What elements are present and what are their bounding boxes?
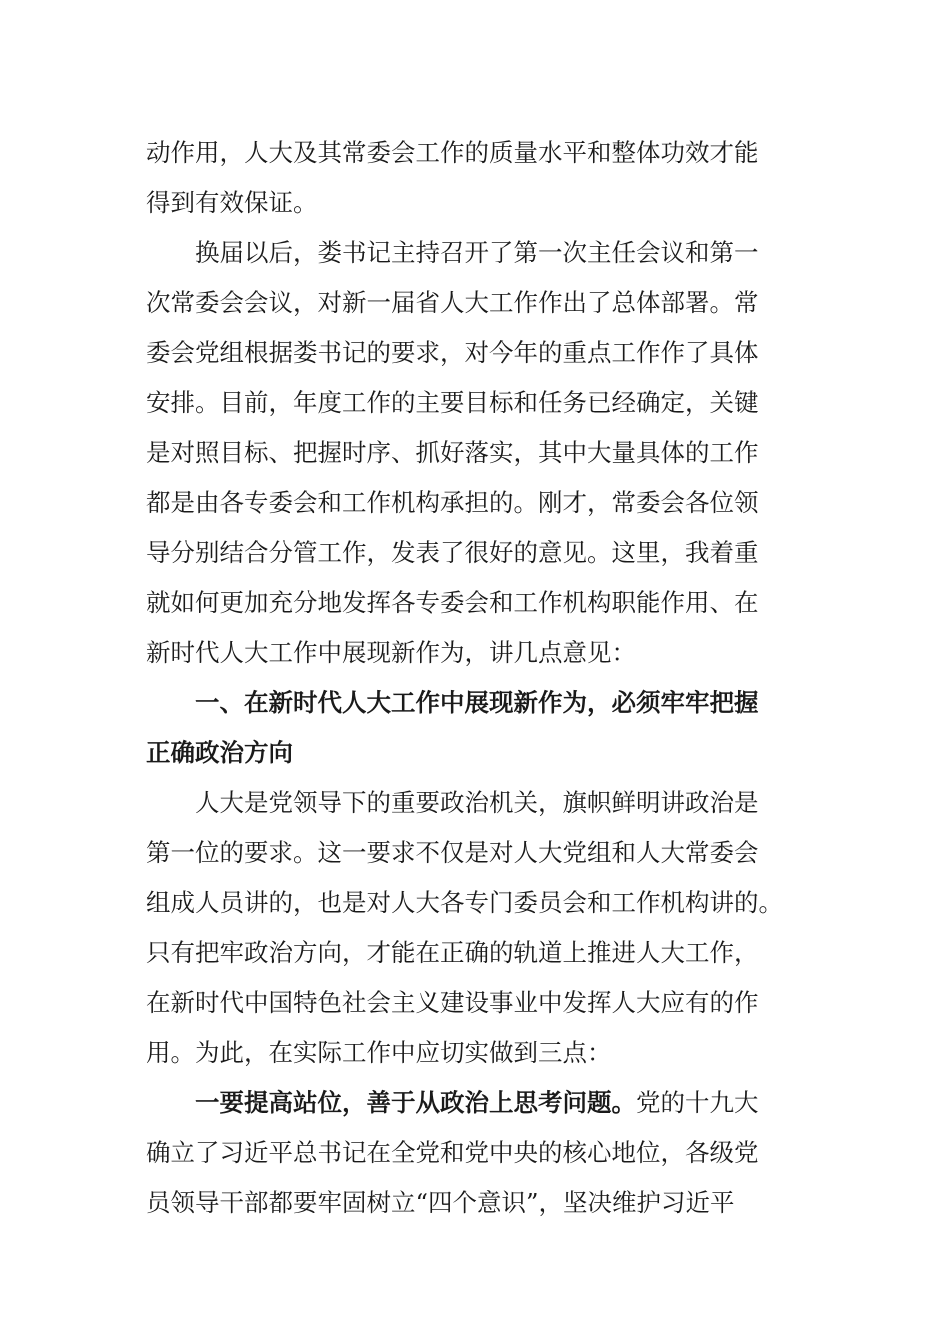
- body-line: 就如何更加充分地发挥各专委会和工作机构职能作用、在: [146, 588, 759, 617]
- body-line: 得到有效保证。: [146, 188, 318, 217]
- point-one-line: [195, 1085, 855, 1121]
- body-line: 动作用，人大及其常委会工作的质量水平和整体功效才能: [146, 138, 759, 167]
- paragraph-start-line: 换届以后，娄书记主持召开了第一次主任会议和第一: [195, 238, 759, 267]
- body-line: 都是由各专委会和工作机构承担的。刚才，常委会各位领: [146, 488, 759, 517]
- body-line: 新时代人大工作中展现新作为，讲几点意见：: [146, 638, 636, 667]
- body-line: 委会党组根据娄书记的要求，对今年的重点工作作了具体: [146, 338, 759, 367]
- body-line: 导分别结合分管工作，发表了很好的意见。这里，我着重: [146, 538, 759, 567]
- point-one-heading: 一要提高站位，善于从政治上思考问题。: [195, 1088, 636, 1117]
- body-line: 是对照目标、把握时序、抓好落实，其中大量具体的工作: [146, 438, 759, 467]
- body-line: 确立了习近平总书记在全党和党中央的核心地位，各级党: [146, 1138, 759, 1167]
- body-line: 员领导干部都要牢固树立“四个意识”，坚决维护习近平: [146, 1188, 735, 1217]
- body-line: 第一位的要求。这一要求不仅是对人大党组和人大常委会: [146, 838, 759, 867]
- point-one-text: 党的十九大: [636, 1088, 759, 1117]
- section-heading-line: 正确政治方向: [146, 738, 293, 767]
- body-line: 次常委会会议，对新一届省人大工作作出了总体部署。常: [146, 288, 759, 317]
- body-line: 用。为此，在实际工作中应切实做到三点：: [146, 1038, 612, 1067]
- paragraph-start-line: 人大是党领导下的重要政治机关，旗帜鲜明讲政治是: [195, 788, 759, 817]
- body-line: 在新时代中国特色社会主义建设事业中发挥人大应有的作: [146, 988, 759, 1017]
- section-heading-line: 一、在新时代人大工作中展现新作为，必须牢牢把握: [195, 688, 759, 717]
- body-line: 组成人员讲的，也是对人大各专门委员会和工作机构讲的。: [146, 888, 783, 917]
- body-line: 安排。目前，年度工作的主要目标和任务已经确定，关键: [146, 388, 759, 417]
- body-line: 只有把牢政治方向，才能在正确的轨道上推进人大工作，: [146, 938, 759, 967]
